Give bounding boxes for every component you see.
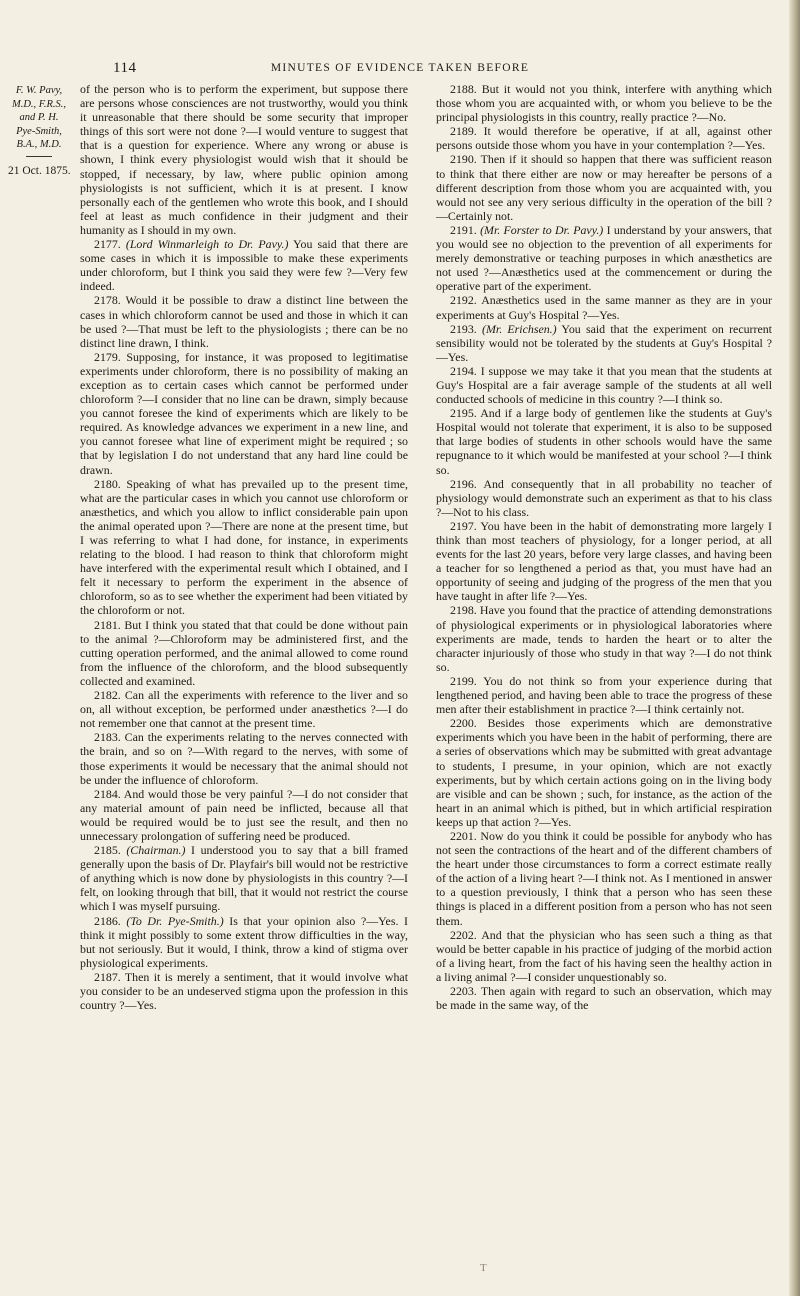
question-number: 2190. [450, 152, 477, 167]
question-number: 2187. [94, 969, 121, 984]
paragraph-text: But it would not you think, interfere with anything which those whom you are acquainted with, or whom you believe to be the principal physiologists in this country, really practice ?—No. [436, 82, 772, 125]
speaker-attribution: (Mr. Forster to Dr. Pavy.) [480, 222, 604, 237]
question-number: 2182. [94, 688, 121, 703]
evidence-paragraph [436, 519, 772, 604]
paragraph-text: Then if it should so happen that there was sufficient reason to think that there either are now or may hereafter be persons of a different description from those whom you are acquainted with, you would not see any very serious difficulty in the operation of the bill ?—Certainly not. [436, 152, 772, 223]
evidence-paragraph [80, 688, 408, 730]
evidence-paragraph [80, 970, 408, 1012]
witness-line: Pye-Smith, [16, 125, 62, 137]
speaker-attribution: (Mr. Erichsen.) [482, 321, 557, 336]
evidence-paragraph [80, 730, 408, 786]
question-number: 2180. [94, 476, 121, 491]
paragraph-text: I understood you to say that a bill framed generally upon the basis of Dr. Playfair's bill would not be restrictive of anything which is now done by physiologists in this country ?—I felt, on looking through that bill, that it would not restrict the course which I was myself pursuing. [80, 843, 408, 914]
paragraph-text: Now do you think it could be possible for anybody who has not seen the contractions of the heart and of the different chambers of the heart under those circumstances to form a correct estimate really of the action of a living heart ?—I think not. As I mentioned in answer to a question previously, I think that a person who has seen these things is placed in a different position from a person who has not seen them. [436, 828, 772, 928]
paragraph-text: Speaking of what has prevailed up to the present time, what are the particular cases in which you cannot use chloroform or anæsthetics, and which you allow to inflict considerable pain upon the animal operated upon ?—There are none at the present time, but I was referring to what I had done, for instance, in experiments relating to the blood. I had reason to think that chloroform might have interfered with the experimental result which I obtained, and I felt it necessary to perform the experiment in the absence of chloroform, so as to see whether the experiment had been vitiated by the chloroform or not. [80, 476, 408, 618]
paragraph-text: Have you found that the practice of attending demonstrations of physiological experiments or in physiological laboratories where experiments are made, tends to harden the heart or to alter the character injuriously of those who study in that way ?—I do not think so. [436, 603, 772, 674]
paragraph-text: And if a large body of gentlemen like the students at Guy's Hospital would not tolerate that experiment, it is also to be supposed that large bodies of students in other schools would have the same repugnance to it which would be manifested at your school ?—I think so. [436, 406, 772, 477]
evidence-paragraph [436, 82, 772, 124]
evidence-paragraph [80, 293, 408, 349]
evidence-paragraph [436, 322, 772, 364]
evidence-paragraph [436, 984, 772, 1012]
question-number: 2198. [450, 603, 477, 618]
paragraph-text: It would therefore be operative, if at all, against other persons outside those whom you have in your contemplation ?—Yes. [436, 124, 772, 153]
evidence-paragraph [436, 477, 772, 519]
margin-divider [26, 156, 52, 157]
paragraph-text: And would those be very painful ?—I do not consider that any material amount of pain need be inflicted, because all that would be required would be to just see the result, and then no unnecessary prolongation of suffering need be produced. [80, 786, 408, 843]
evidence-paragraph [436, 716, 772, 829]
evidence-paragraph [436, 928, 772, 984]
paragraph-text: I suppose we may take it that you mean that the students at Guy's Hospital are a fair average sample of the students at all well conducted schools of medicine in this country ?—I think so. [436, 363, 772, 407]
question-number: 2188. [450, 82, 477, 96]
question-number: 2196. [450, 476, 477, 491]
evidence-paragraph [436, 406, 772, 476]
question-number: 2178. [94, 293, 121, 308]
evidence-paragraph [436, 829, 772, 928]
evidence-paragraph [80, 843, 408, 913]
paragraph-text: Supposing, for instance, it was proposed to legitimatise experiments under chloroform, there is no possibility of making an exception as to certain cases which cannot be performed under chloroform ?—I consider that no line can be drawn, simply because you cannot foresee the kind of experiments which are likely to be required. As knowledge advances we experiment in a new line, and you cannot foresee what line of experiment might be required ; so that by legislation I do not understand that any hard line could be drawn. [80, 349, 408, 477]
paragraph-text: Then it is merely a sentiment, that it would involve what you consider to be an undeserved stigma upon the profession in this country ?—Yes. [80, 969, 408, 1013]
witness-line: B.A., M.D. [16, 139, 62, 150]
question-number: 2194. [450, 363, 477, 378]
question-number: 2201. [450, 828, 477, 843]
evidence-paragraph [436, 223, 772, 293]
paragraph-text: And consequently that in all probability no teacher of physiology would demonstrate such an experiment as that to his class ?—Not to his class. [436, 476, 772, 519]
witness-line: M.D., F.R.S., [11, 98, 67, 110]
paragraph-text: You have been in the habit of demonstrating more largely I think than most teachers of physiology, for a longer period, at all events for the last 20 years, before very large classes, and having been a teacher for so lengthened a period as that, you must have had an opportunity of seeing and judging of the progress of the men that you have taught in after life ?—Yes. [436, 518, 772, 604]
question-number: 2195. [450, 406, 477, 421]
running-head: MINUTES OF EVIDENCE TAKEN BEFORE [270, 62, 530, 74]
evidence-paragraph [436, 152, 772, 222]
question-number: 2177. [94, 237, 121, 252]
evidence-paragraph [80, 477, 408, 618]
paragraph-text: Is that your opinion also ?—Yes. I think it might possibly to some extent throw difficulties in the way, but not seriously. But it would, I think, throw a kind of stigma over physiological experiments. [80, 913, 408, 970]
paragraph-text: You said that the experiment on recurrent sensibility would not be tolerated by the students at Guy's Hospital ?—Yes. [436, 321, 772, 364]
evidence-paragraph [80, 237, 408, 293]
paragraph-text: You do not think so from your experience during that lengthened period, and having been able to trace the progress of these men after their establishment in practice ?—I think certainly not. [436, 673, 772, 717]
question-number: 2189. [450, 124, 477, 139]
paragraph-text: But I think you stated that that could be done without pain to the animal ?—Chloroform may be administered first, and the cutting operation performed, and the animal allowed to come round from the influence of the chloroform, and the blood subsequently collected and examined. [80, 617, 408, 688]
question-number: 2186. [94, 913, 121, 928]
paragraph-text: Then again with regard to such an observation, which may be made in the same way, of the [436, 984, 772, 1013]
footer-mark: T [480, 1262, 487, 1274]
evidence-paragraph [80, 350, 408, 477]
hearing-date: 21 Oct. 1875. [8, 165, 71, 177]
evidence-paragraph [80, 914, 408, 970]
paragraph-text: Would it be possible to draw a distinct line between the cases in which chloroform cannot be used and those in which it can be used ?—That must be left to the physiologists ; there can be no distinct line drawn, I think. [80, 293, 408, 350]
question-number: 2199. [450, 673, 477, 688]
paragraph-text: Besides those experiments which are demonstrative experiments which you have been in the habit of performing, there are a series of observations which may be submitted with great advantage to students, I presume, in your opinion, which are not exactly experiments, but by which certain actions going on in the living body are visible and can be shown ; such, for instance, as the action of the heart in an animal which is pithed, but in which artificial respiration keeps up that action ?—Yes. [436, 716, 772, 829]
paragraph-text: Can all the experiments with reference to the liver and so on, all without exception, be performed under anæsthetics ?—I do not remember one that cannot at the present time. [80, 688, 409, 731]
right-column [436, 82, 772, 1012]
question-number: 2184. [94, 786, 121, 801]
question-number: 2193. [450, 321, 477, 336]
speaker-attribution: (Lord Winmarleigh to Dr. Pavy.) [125, 237, 289, 252]
paragraph-text: of the person who is to perform the experiment, but suppose there are persons whose consciences are not trustworthy, would you think it unreasonable that there should be some security that improper things of this sort were not done ?—I would venture to suggest that that is a question for experience. Where any wrong or abuse is shown, I think every physiologist would wish that it should be stopped, if necessary, by law, where public opinion among physiologists is not sufficient, which it is at present. I know personally each of the gentlemen who wrote this book, and I should feel at least as much confidence in their judgment and their humanity as I should in my own. [80, 82, 408, 237]
question-number: 2179. [94, 349, 121, 364]
question-number: 2183. [94, 730, 121, 745]
evidence-paragraph [80, 618, 408, 688]
speaker-attribution: (To Dr. Pye-Smith.) [126, 913, 224, 928]
paragraph-text: And that the physician who has seen such a thing as that would be better capable in his practice of judging of the morbid action of a living heart, from the fact of his having seen the healthy action in a living animal ?—I consider unquestionably so. [436, 927, 773, 984]
witness-line: F. W. Pavy, [15, 85, 63, 96]
question-number: 2203. [450, 984, 477, 998]
evidence-paragraph [436, 364, 772, 406]
question-number: 2200. [450, 716, 477, 731]
page-number: 114 [113, 60, 137, 76]
evidence-paragraph [436, 124, 772, 152]
evidence-paragraph [80, 787, 408, 843]
evidence-paragraph [436, 293, 772, 321]
question-number: 2191. [450, 222, 477, 237]
question-number: 2197. [450, 518, 477, 533]
question-number: 2181. [94, 617, 121, 632]
witness-line: and P. H. [19, 112, 59, 123]
speaker-attribution: (Chairman.) [126, 843, 186, 858]
evidence-paragraph [436, 674, 772, 716]
paragraph-text: You said that there are some cases in which it is impossible to make these experiments under chloroform, but I think you said they were few ?—Very few indeed. [80, 237, 408, 294]
question-number: 2192. [450, 293, 477, 308]
evidence-paragraph [80, 82, 408, 237]
evidence-paragraph [436, 603, 772, 673]
paragraph-text: Can the experiments relating to the nerves connected with the brain, and so on ?—With regard to the nerves, with some of those experiments it would be necessary that the animal should not be under the influence of chloroform. [80, 730, 408, 787]
question-number: 2185. [94, 843, 121, 858]
question-number: 2202. [450, 927, 477, 942]
witness-margin-note [10, 84, 68, 160]
paragraph-text: Anæsthetics used in the same manner as they are in your experiments at Guy's Hospital ?—Yes. [436, 293, 772, 322]
paragraph-text: I understand by your answers, that you would see no objection to the prevention of all experiments for merely demonstrative or teaching purposes in which anæsthetics are not used ?—Anæsthetics used at the commencement or during the operative part of the experiment. [436, 222, 772, 294]
left-column [80, 82, 408, 1012]
book-spine-edge [789, 0, 800, 1296]
